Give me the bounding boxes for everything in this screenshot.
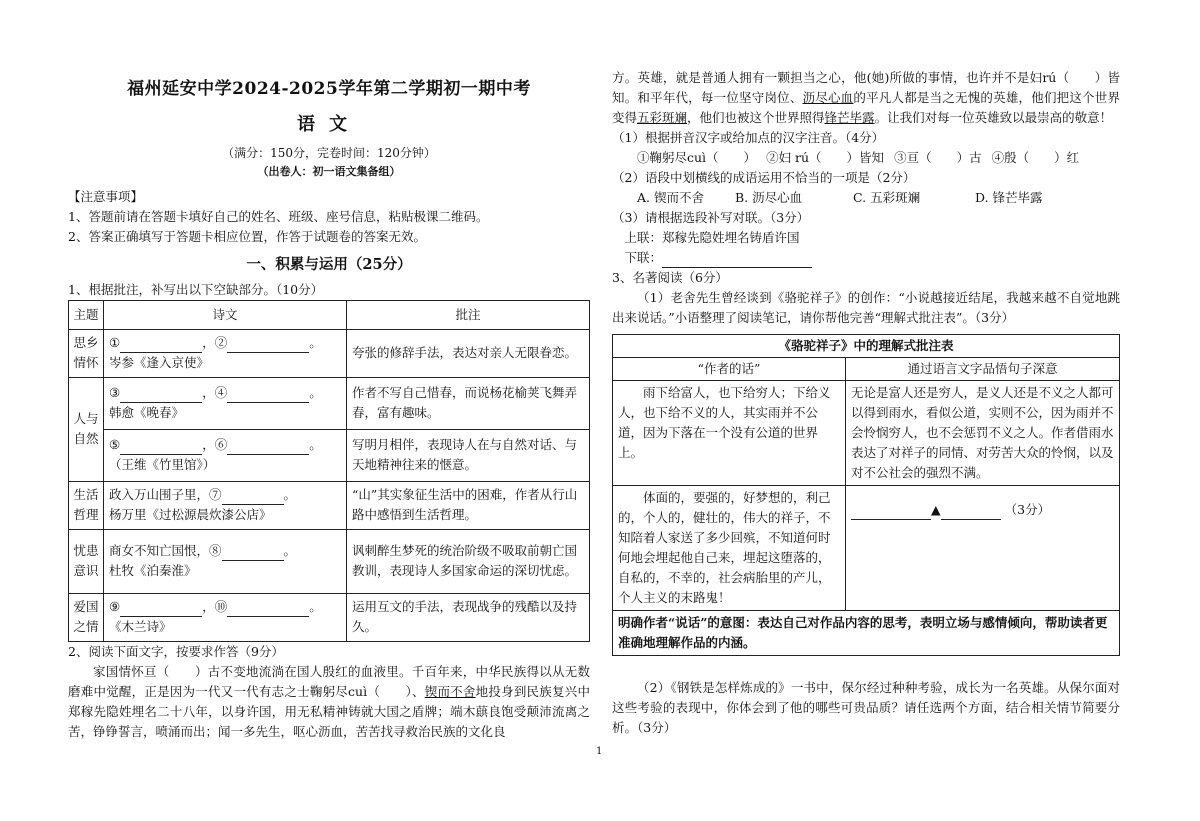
poem-source: 韩愈《晚春》	[109, 405, 185, 421]
sub-question-2: （2）语段中划横线的成语运用不恰当的一项是（2分）	[612, 170, 916, 185]
underlined-idiom: 锋芒毕露	[824, 110, 875, 125]
note-cell: 讽刺醉生梦死的统治阶级不吸取前朝亡国教训，表现诗人多国家命运的深切忧虑。	[347, 529, 590, 593]
note-cell: “山”其实象征生活中的困难，作者从行山路中感悟到生活哲理。	[347, 481, 590, 529]
couplet-down: 下联：	[612, 248, 1120, 268]
table-row	[69, 481, 590, 529]
left-column	[68, 0, 590, 742]
answer-blank[interactable]	[851, 519, 931, 520]
answer-blank[interactable]	[120, 454, 202, 455]
answer-cell: ▲ （3分）	[846, 486, 1120, 611]
answer-blank[interactable]	[222, 560, 284, 561]
poem-source: 杜牧《泊秦淮》	[109, 563, 197, 579]
table-header: 通过语言文字品悟句子深意	[846, 358, 1120, 381]
option-a[interactable]: A. 锲而不舍	[637, 190, 704, 205]
poetry-table	[68, 300, 590, 642]
notice-heading: 【注意事项】	[68, 188, 144, 204]
theme-cell: 思乡情怀	[69, 329, 104, 377]
question-3-1: （1）老舍先生曾经谈到《骆驼祥子》的创作：“小说越接近结尾，我越来越不自觉地跳出来说话。”小语整理了阅读笔记，请你帮他完善“理解式批注表”。（3分）	[612, 290, 1120, 325]
option-d[interactable]: D. 锋芒毕露	[975, 190, 1043, 205]
table-row	[69, 529, 590, 593]
table-row	[69, 377, 590, 429]
sub-question-1: （1）根据拼音汉字或给加点的汉字注音。（4分）	[612, 130, 885, 145]
note-cell: 夸张的修辞手法，表达对亲人无限眷恋。	[347, 329, 590, 377]
table-caption: 《骆驼祥子》中的理解式批注表	[613, 335, 1120, 358]
question-1: 1、根据批注，补写出以下空缺部分。（10分）	[68, 281, 324, 297]
table-header: “作者的话”	[613, 358, 846, 381]
theme-cell: 爱国之情	[69, 593, 104, 641]
annotation-table	[612, 334, 1120, 656]
table-row	[69, 593, 590, 641]
poem-cell: ⑨ ，⑩ 。 《木兰诗》	[104, 593, 347, 641]
exam-subject: 语文	[297, 114, 361, 136]
answer-blank[interactable]	[120, 352, 202, 353]
right-column	[612, 68, 1120, 738]
answer-blank[interactable]	[227, 616, 309, 617]
underlined-idiom: 沥尽心血	[802, 90, 854, 105]
analysis-cell: 无论是富人还是穷人，是义人还是不义之人都可以得到雨水，看似公道，实则不公，因为雨并不会怜悯穷人，也不会惩罚不义之人。作者借雨水表达了对祥子的同情、对劳苦大众的怜悯，以及对不公社会的强烈不满。	[846, 381, 1120, 486]
table-header: 诗文	[104, 300, 347, 329]
passage-tail: 方。英雄，就是普通人拥有一颗担当之心，他(她)所做的事情，也许并不是妇rú（ ）皆知。和平年代，每一位坚守岗位、沥尽心血的平凡人都是当之无愧的英雄，他们把这个世界变得五彩斑斓，他们也被这个世界照得锋芒毕露。让我们对每一位英雄致以最崇高的敬意！	[612, 70, 1120, 125]
question-3-2: （2）《钢铁是怎样炼成的》一书中，保尔经过种种考验，成长为一名英雄。从保尔面对这些考验的表现中，你体会到了他的哪些可贵品质？请任选两个方面，结合相关情节简要分析。（3分）	[612, 680, 1120, 735]
triangle-marker: ▲	[931, 502, 941, 517]
table-header-row	[69, 300, 590, 329]
theme-cell: 忧患意识	[69, 529, 104, 593]
poem-source: 《木兰诗》	[109, 619, 172, 635]
option-c[interactable]: C. 五彩斑斓	[853, 190, 921, 205]
sub-question-1-items: ①鞠躬尽cuì（ ） ②妇 rú（ ）皆知 ③亘（ ）古 ④殷（ ）红	[637, 150, 1080, 165]
poem-cell: ⑤ ，⑥ 。 （王维《竹里馆》）	[104, 429, 347, 481]
poem-cell: ① ，② 。 岑参《逢入京使》	[104, 329, 347, 377]
answer-blank[interactable]	[120, 402, 202, 403]
poem-source: 岑参《逢入京使》	[109, 355, 210, 371]
exam-author: （出卷人：初一语文集备组）	[257, 165, 401, 179]
answer-blank[interactable]	[941, 519, 1001, 520]
question-2: 2、阅读下面文字，按要求作答（9分）	[68, 643, 284, 659]
note-cell: 写明月相伴，表现诗人在与自然对话、与天地精神往来的惬意。	[347, 429, 590, 481]
question-3: 3、名著阅读（6分）	[612, 270, 728, 285]
note-cell: 运用互文的手法，表现战争的残酷以及持久。	[347, 593, 590, 641]
poem-source: （王维《竹里馆》）	[109, 457, 216, 473]
intent-note: 明确作者“说话”的意图：表达自己对作品内容的思考，表明立场与感情倾向，帮助读者更准确地理解作品的内涵。	[613, 611, 1120, 656]
underlined-idiom: 锲而不舍	[424, 683, 476, 699]
answer-blank[interactable]	[120, 616, 202, 617]
exam-title: 福州延安中学2024-2025学年第二学期初一期中考	[127, 79, 531, 99]
notice-item: 1、答题前请在答题卡填好自己的姓名、班级、座号信息，粘贴极课二维码。	[68, 208, 489, 224]
couplet-up: 上联：郑稼先隐姓埋名铸盾许国	[624, 230, 800, 245]
poem-source: 杨万里《过松源晨炊漆公店》	[109, 507, 272, 523]
section-heading: 一、积累与运用（25分）	[246, 255, 412, 273]
poem-cell: 商女不知亡国恨，⑧ 。 杜牧《泊秦淮》	[104, 529, 347, 593]
exam-meta: （满分：150分，完卷时间：120分钟）	[222, 145, 436, 160]
sub-question-2-options	[612, 188, 1120, 208]
answer-blank[interactable]	[227, 402, 309, 403]
author-words-cell: 体面的，要强的，好梦想的，利己的，个人的，健壮的，伟大的祥子，不知陪着人家送了多少回殡，不知道何时何地会埋起他自己来，埋起这堕落的，自私的，不幸的，社会病胎里的产儿，个人主义的末路鬼！	[613, 486, 846, 611]
notice-item: 2、答案正确填写于答题卡相应位置，作答于试题卷的答案无效。	[68, 228, 426, 244]
answer-blank[interactable]	[227, 454, 309, 455]
sub-question-3: （3）请根据选段补写对联。（3分）	[612, 210, 810, 225]
table-row	[69, 429, 590, 481]
answer-blank[interactable]	[222, 504, 284, 505]
author-words-cell: 雨下给富人，也下给穷人；下给义人，也下给不义的人，其实雨并不公道，因为下落在一个没有公道的世界上。	[613, 381, 846, 486]
underlined-idiom: 五彩斑斓	[637, 110, 688, 125]
table-header: 批注	[347, 300, 590, 329]
poem-cell: ③ ，④ 。 韩愈《晚春》	[104, 377, 347, 429]
theme-cell: 人与自然	[69, 377, 104, 481]
table-row	[69, 329, 590, 377]
poem-cell: 政入万山围子里，⑦ 。 杨万里《过松源晨炊漆公店》	[104, 481, 347, 529]
table-header: 主题	[69, 300, 104, 329]
option-b[interactable]: B. 沥尽心血	[735, 190, 803, 205]
reading-passage: 家国情怀亘（ ）古不变地流淌在国人殷红的血液里。千百年来，中华民族得以从无数磨难中觉醒，正是因为一代又一代有志之士鞠躬尽cuì（ ）、锲而不舍地投身到民族复兴中郑稼先隐姓埋名二十八年，以身许国，用无私精神铸就大国之盾牌；端木蕻良饱受颠沛流离之苦，铮铮誓言，喷涌而出；闻一多先生，呕心沥血，苦苦找寻救治民族的文化良	[68, 663, 590, 739]
page-number: 1	[596, 746, 603, 757]
theme-cell: 生活哲理	[69, 481, 104, 529]
note-cell: 作者不写自己惜春，而说杨花榆荚飞舞弄春，富有趣味。	[347, 377, 590, 429]
answer-blank[interactable]	[227, 352, 309, 353]
